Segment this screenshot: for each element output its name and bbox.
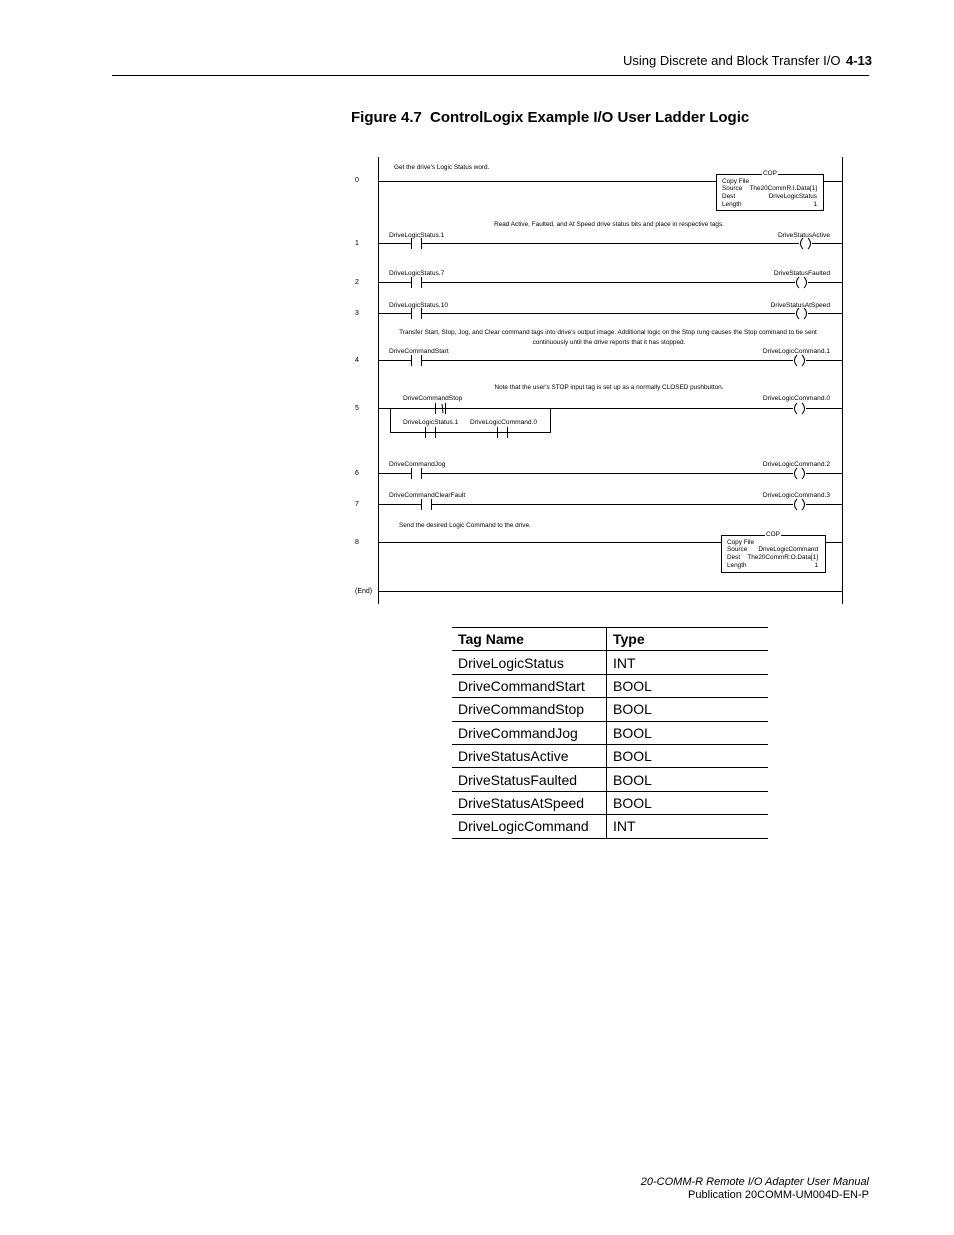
- rung-number: 6: [355, 470, 359, 477]
- svg-text:Dest: Dest: [727, 554, 741, 561]
- contact-label: DriveCommandJog: [389, 461, 446, 468]
- svg-text:Source: Source: [722, 185, 743, 192]
- tag-type-cell: BOOL: [607, 768, 769, 791]
- coil-label: DriveLogicCommand.3: [762, 492, 830, 499]
- table-row: [452, 674, 768, 697]
- svg-text:COP: COP: [766, 531, 780, 538]
- column-header: Type: [607, 628, 769, 651]
- table-row: [452, 768, 768, 791]
- table-row: [452, 791, 768, 814]
- contact-label: DriveLogicStatus.1: [389, 232, 445, 239]
- contact-label: DriveCommandStart: [389, 348, 449, 355]
- svg-text:DriveLogicStatus: DriveLogicStatus: [768, 193, 817, 200]
- tag-name-cell: DriveStatusActive: [452, 744, 607, 767]
- table-header-row: [452, 628, 768, 651]
- contact-label: DriveLogicStatus.10: [389, 302, 449, 309]
- tag-name-cell: DriveStatusFaulted: [452, 768, 607, 791]
- footer-manual-title: 20-COMM-R Remote I/O Adapter User Manual: [640, 1176, 869, 1188]
- tag-type-cell: BOOL: [607, 698, 769, 721]
- table-row: [452, 698, 768, 721]
- svg-text:COP: COP: [763, 170, 777, 177]
- column-header: Tag Name: [452, 628, 607, 651]
- contact-label: DriveLogicStatus.1: [403, 419, 459, 426]
- svg-text:DriveLogicCommand: DriveLogicCommand: [758, 546, 818, 553]
- rung-comment: Transfer Start, Stop, Jog, and Clear command tags into drive's output image. Additional logic on the Stop rung causes the Stop command to be sent: [399, 329, 817, 336]
- rung-comment: Get the drive's Logic Status word.: [394, 164, 490, 171]
- rung-number: 3: [355, 310, 359, 317]
- coil-label: DriveStatusFaulted: [773, 270, 830, 277]
- svg-text:Length: Length: [722, 201, 742, 208]
- tag-table: [452, 627, 768, 839]
- coil-label: DriveStatusAtSpeed: [770, 302, 830, 309]
- tag-name-cell: DriveCommandJog: [452, 721, 607, 744]
- svg-text:Copy File: Copy File: [722, 178, 749, 185]
- section-title: Using Discrete and Block Transfer I/O: [623, 53, 841, 68]
- tag-type-cell: BOOL: [607, 674, 769, 697]
- svg-text:The20CommR:I.Data[1]: The20CommR:I.Data[1]: [749, 185, 817, 192]
- rung-comment: continuously until the drive reports that it has stopped.: [532, 339, 686, 346]
- rung-comment: Note that the user's STOP input tag is set up as a normally CLOSED pushbutton.: [494, 384, 724, 391]
- rung-number: 0: [355, 177, 359, 184]
- svg-text:1: 1: [814, 562, 818, 569]
- coil-label: DriveLogicCommand.0: [762, 395, 830, 402]
- tag-name-cell: DriveStatusAtSpeed: [452, 791, 607, 814]
- rung-number: 4: [355, 357, 359, 364]
- tag-name-cell: DriveCommandStop: [452, 698, 607, 721]
- footer-publication: Publication 20COMM-UM004D-EN-P: [688, 1189, 869, 1201]
- tag-type-cell: BOOL: [607, 721, 769, 744]
- svg-text:1: 1: [813, 201, 817, 208]
- coil-label: DriveLogicCommand.1: [762, 348, 830, 355]
- contact-label: DriveCommandClearFault: [389, 492, 466, 499]
- svg-text:Copy File: Copy File: [727, 539, 754, 546]
- rung-8-cop: [727, 531, 818, 569]
- contact-label: DriveLogicCommand.0: [470, 419, 538, 426]
- contact-label: DriveCommandStop: [403, 395, 463, 402]
- rung-comment: Read Active, Faulted, and At Speed drive status bits and place in respective tags.: [494, 221, 724, 228]
- rung-comment: Send the desired Logic Command to the drive.: [399, 522, 531, 529]
- tag-type-cell: BOOL: [607, 791, 769, 814]
- tag-name-cell: DriveCommandStart: [452, 674, 607, 697]
- rung-number: 7: [355, 501, 359, 508]
- contact-label: DriveLogicStatus.7: [389, 270, 445, 277]
- svg-text:Length: Length: [727, 562, 747, 569]
- table-row: [452, 651, 768, 674]
- tag-name-cell: DriveLogicCommand: [452, 815, 607, 838]
- tag-type-cell: BOOL: [607, 744, 769, 767]
- rung-number-end: (End): [355, 588, 373, 595]
- page-number: 4-13: [846, 53, 873, 68]
- tag-name-cell: DriveLogicStatus: [452, 651, 607, 674]
- table-row: [452, 815, 768, 838]
- rung-number: 2: [355, 279, 359, 286]
- rung-number: 1: [355, 240, 359, 247]
- coil-label: DriveStatusActive: [777, 232, 830, 239]
- rung-number: 5: [355, 405, 359, 412]
- rung-0-cop: [722, 170, 817, 208]
- figure-title: ControlLogix Example I/O User Ladder Logic: [430, 109, 750, 126]
- svg-text:The20CommR:O.Data[1]: The20CommR:O.Data[1]: [747, 554, 818, 561]
- figure-label: Figure 4.7: [351, 109, 422, 126]
- tag-type-cell: INT: [607, 651, 769, 674]
- tag-type-cell: INT: [607, 815, 769, 838]
- table-row: [452, 744, 768, 767]
- rung-number: 8: [355, 539, 359, 546]
- svg-text:Source: Source: [727, 546, 748, 553]
- table-row: [452, 721, 768, 744]
- svg-text:Dest: Dest: [722, 193, 736, 200]
- coil-label: DriveLogicCommand.2: [762, 461, 830, 468]
